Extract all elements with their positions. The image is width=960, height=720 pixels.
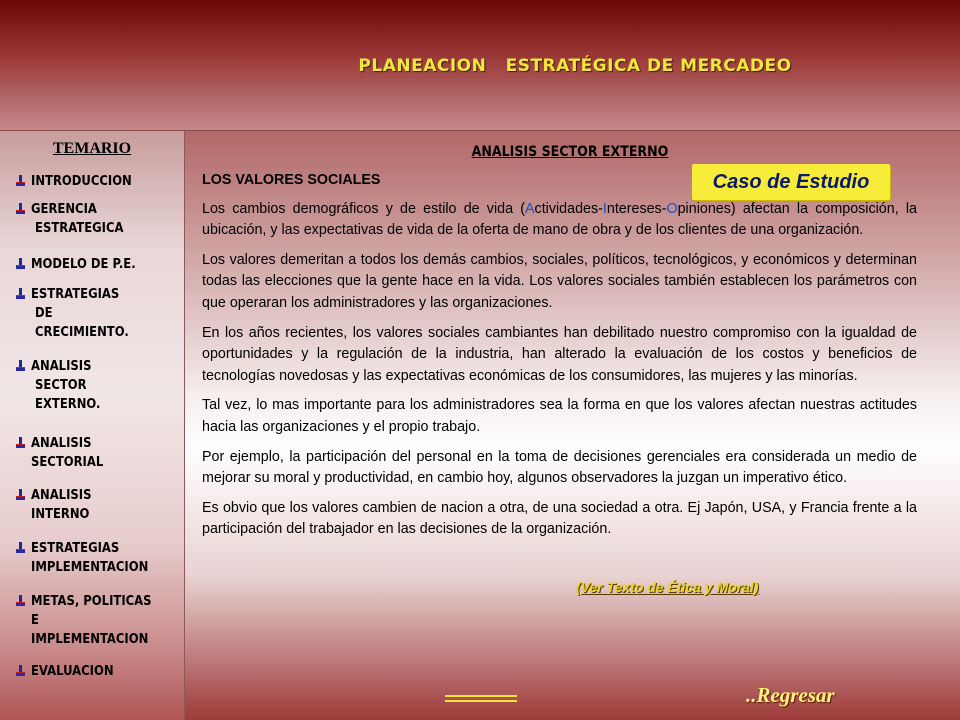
paragraph-5: Por ejemplo, la participación del personal en la toma de decisiones gerenciales era considerada un medio de mejorar su moral y productividad, en cambio hoy, algunos observadores la juzgan un imperativo ético. (202, 448, 917, 487)
article-subheading: LOS VALORES SOCIALES (202, 172, 381, 188)
sidebar-item-label: DE (31, 305, 53, 321)
back-link[interactable]: ..Regresar (746, 683, 835, 707)
double-line-top (445, 695, 517, 697)
sidebar-item-label: E (31, 612, 39, 628)
sidebar-item-label: ANALISIS (31, 358, 92, 374)
nav-bullet-icon (16, 360, 25, 372)
sidebar-item-analisis-sectorial[interactable] (16, 434, 181, 472)
paragraph-1: Los cambios demográficos y de estilo de vida (Actividades-Intereses-Opiniones) afectan la composición, la ubicación, y las expectativas de vida de la oferta de mano de obra y de los clientes de una organización. (202, 200, 917, 239)
sidebar-item-label: SECTOR (31, 377, 87, 393)
nav-bullet-icon (16, 288, 25, 300)
sidebar-item-label: METAS, POLITICAS (31, 593, 152, 609)
sidebar-item-label: ANALISIS (31, 435, 92, 451)
sidebar-item-label: SECTORIAL (31, 454, 104, 470)
sidebar-item-analisis-interno[interactable] (16, 486, 181, 524)
sidebar-item-label: IMPLEMENTACION (31, 559, 149, 575)
sidebar-item-estrategias-implementacion[interactable] (16, 539, 181, 577)
double-line-bottom (445, 700, 517, 702)
sidebar-item-label: MODELO DE P.E. (31, 256, 136, 272)
paragraph-2: Los valores demeritan a todos los demás cambios, sociales, políticos, tecnológicos, y económicos y determinan todas las elecciones que la gente hace en la vida. Los valores sociales también establecen los parámetros con que operaran los administradores y las organizaciones. (202, 251, 917, 311)
paragraph-4: Tal vez, lo mas importante para los administradores sea la forma en que los valores afectan nuestras actitudes hacia las organizaciones y el propio trabajo. (202, 397, 917, 435)
sidebar-item-metas-politicas-e-implementacion[interactable] (16, 592, 181, 649)
nav-bullet-icon (16, 258, 25, 270)
sidebar-item-label: INTERNO (31, 506, 90, 522)
sidebar-item-label: ESTRATEGICA (31, 220, 124, 236)
nav-bullet-icon (16, 595, 25, 607)
sidebar-item-estrategias-de-crecimiento[interactable] (16, 285, 181, 342)
paragraph-3: En los años recientes, los valores sociales cambiantes han debilitado nuestro compromiso con la igualdad de oportunidades y la regulación de la industria, han alterado la evaluación de los costos y beneficios de tecnologías novedosas y las expectativas económicas de los consumidores, las mujeres y las minorías. (202, 324, 917, 384)
sidebar-item-evaluacion[interactable] (16, 662, 181, 681)
nav-bullet-icon (16, 437, 25, 449)
section-title: ANALISIS SECTOR EXTERNO (471, 144, 669, 160)
sidebar-item-gerencia-estrategica[interactable] (16, 200, 181, 238)
nav-bullet-icon (16, 203, 25, 215)
paragraph-6: Es obvio que los valores cambien de nacion a otra, de una sociedad a otra. Ej Japón, USA, y Francia frente a la participación del trabajador en las decisiones de la organización. (202, 499, 917, 538)
sidebar-item-label: ANALISIS (31, 487, 92, 503)
page-title: PLANEACION ESTRATÉGICA DE MERCADEO (358, 56, 792, 76)
sidebar-item-label: EXTERNO. (31, 396, 101, 412)
sidebar-item-label: IMPLEMENTACION (31, 631, 149, 647)
sidebar-item-introduccion[interactable] (16, 172, 181, 191)
sidebar-item-modelo-de-p-e[interactable] (16, 255, 181, 274)
sidebar-item-label: ESTRATEGIAS (31, 286, 120, 302)
sidebar-item-label: GERENCIA (31, 201, 97, 217)
nav-bullet-icon (16, 665, 25, 677)
sidebar-item-label: EVALUACION (31, 663, 114, 679)
sidebar-item-label: CRECIMIENTO. (31, 324, 129, 340)
sidebar-item-analisis-sector-externo[interactable] (16, 357, 181, 414)
ethics-text-link[interactable]: (Ver Texto de Ética y Moral) (576, 579, 759, 595)
nav-bullet-icon (16, 542, 25, 554)
sidebar-item-label: INTRODUCCION (31, 173, 132, 189)
sidebar-item-label: ESTRATEGIAS (31, 540, 120, 556)
nav-bullet-icon (16, 175, 25, 187)
case-study-badge[interactable]: Caso de Estudio (692, 164, 890, 200)
nav-bullet-icon (16, 489, 25, 501)
article-body (202, 170, 917, 549)
sidebar-heading: TEMARIO (52, 140, 132, 157)
double-line-button[interactable] (445, 695, 517, 703)
